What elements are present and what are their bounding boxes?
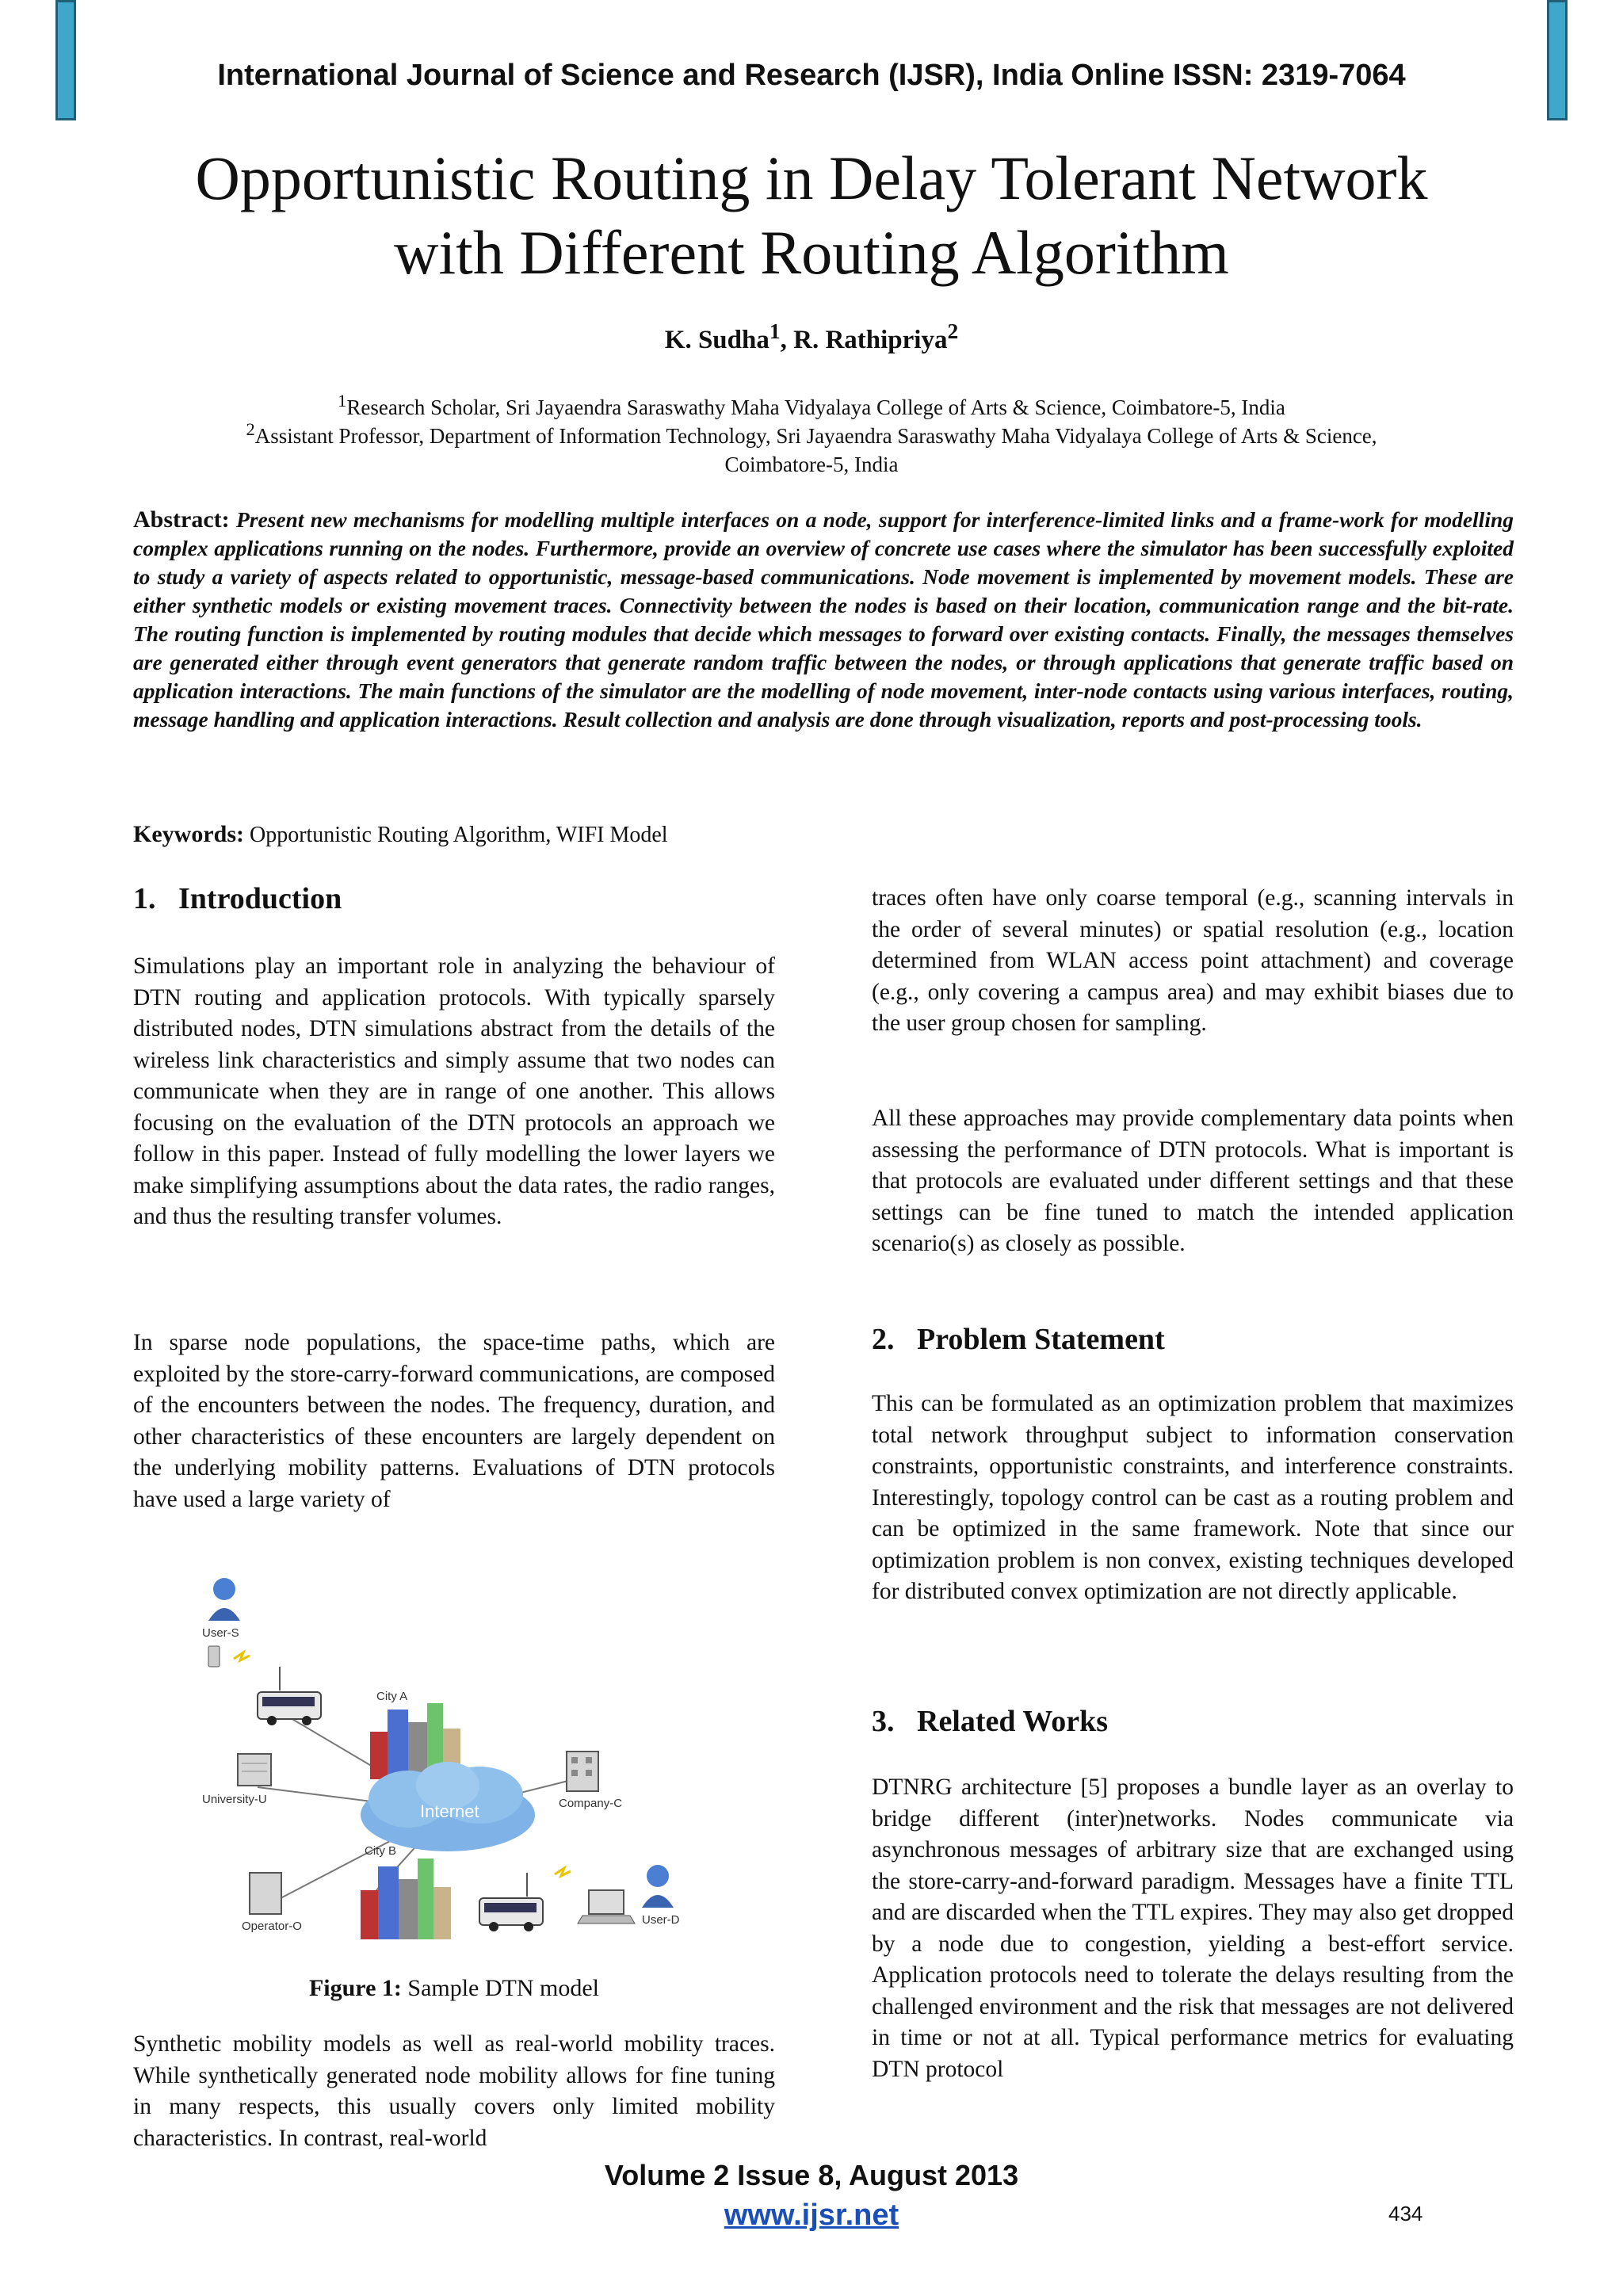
- company-building-icon: [567, 1752, 598, 1791]
- right-paragraph-1: traces often have only coarse temporal (e.g., scanning intervals in the order of several minutes) or spatial resolution (e.g., location determined from WLAN access point attachment) and coverage (e.g., only covering a campus area) and may exhibit biases due to the user group chosen for sampling.: [872, 885, 1514, 1036]
- title-line-1: Opportunistic Routing in Delay Tolerant Network: [195, 143, 1428, 212]
- journal-header: International Journal of Science and Research (IJSR), India Online ISSN: 2319-7064: [217, 59, 1406, 92]
- label-city-a: City A: [376, 1690, 408, 1703]
- intro-paragraph-3: Synthetic mobility models as well as real-world mobility traces. While synthetically generated node mobility allows for fine tuning in many respects, this usually covers only limited mobility characteristics. In contrast, real-world: [133, 2031, 775, 2151]
- bus-icon: [258, 1667, 321, 1725]
- label-university: University-U: [202, 1793, 267, 1806]
- intro-paragraph-2: In sparse node populations, the space-time paths, which are exploited by the store-carry-forward communications, are composed of the encounters between the nodes. The frequency, duration, and other characteristics of these encounters are largely dependent on the underlying mobility patterns. Evaluations of DTN protocols have used a large variety of: [133, 1330, 775, 1512]
- operator-server-icon: [250, 1873, 281, 1914]
- label-internet: Internet: [420, 1801, 479, 1821]
- right-paragraph-2: All these approaches may provide complementary data points when assessing the performance of DTN protocols. What is important is that protocols are evaluated under different settings and that these settings can be fine tuned to match the intended application scenario(s) as closely as possible.: [872, 1106, 1514, 1256]
- keywords-label: Keywords:: [133, 821, 244, 847]
- affiliation-1-sup: 1: [338, 391, 347, 411]
- bus-icon-2: [479, 1873, 543, 1931]
- label-user-s: User-S: [202, 1626, 239, 1640]
- city-b-buildings-icon: [361, 1859, 451, 1939]
- section-heading-introduction: 1. Introduction: [133, 882, 342, 915]
- affiliation-2-text: Assistant Professor, Department of Information Technology, Sri Jayaendra Saraswathy Maha Vidyalaya College of Arts & Science,: [254, 424, 1377, 448]
- footer-url-link[interactable]: www.ijsr.net: [724, 2199, 899, 2232]
- figure-caption-label: Figure 1:: [308, 1975, 402, 2001]
- phone-icon: [208, 1646, 220, 1667]
- label-city-b: City B: [365, 1844, 397, 1858]
- wireless-signal-icon-2: [555, 1868, 571, 1876]
- related-paragraph-1: DTNRG architecture [5] proposes a bundle layer as an overlay to bridge different (inter)networks. Nodes communicate via asynchronous messages of arbitrary size that are exchanged using the store-carry-and-forward paradigm. Messages have a finite TTL and are discarded when the TTL expires. They may also get dropped by a node due to congestion, yielding a best-effort service. Application protocols need to tolerate the delays resulting from the challenged environment and the risk that messages are not delivered in time or not at all. Typical performance metrics for evaluating DTN protocol: [872, 1775, 1514, 2082]
- author-separator: ,: [780, 326, 794, 354]
- keywords-text: Opportunistic Routing Algorithm, WIFI Model: [249, 823, 668, 847]
- laptop-icon: [578, 1890, 635, 1924]
- intro-paragraph-1: Simulations play an important role in analyzing the behaviour of DTN routing and application protocols. With typically sparsely distributed nodes, DTN simulations abstract from the details of the wireless link characteristics and simply assume that two nodes can communicate when they are in range of one another. This allows focusing on the evaluation of the DTN protocols an approach we follow in this paper. Instead of fully modelling the lower layers we make simplifying assumptions about the data rates, the radio ranges, and thus the resulting transfer volumes.: [133, 953, 775, 1229]
- affiliation-2-text-cont: Coimbatore-5, India: [724, 453, 899, 476]
- author-2: R. Rathipriya: [793, 326, 948, 354]
- section-heading-problem-statement: 2. Problem Statement: [872, 1323, 1165, 1356]
- footer-volume: Volume 2 Issue 8, August 2013: [604, 2159, 1019, 2191]
- university-server-icon: [238, 1754, 271, 1786]
- author-1: K. Sudha: [664, 326, 769, 354]
- label-operator: Operator-O: [242, 1920, 302, 1933]
- figure-caption: [133, 1975, 775, 2002]
- author-2-sup: 2: [947, 319, 959, 343]
- figure-dtn-model: [194, 1573, 733, 1969]
- abstract-text: Present new mechanisms for modelling multiple interfaces on a node, support for interference-limited links and a frame-work for modelling complex applications running on the nodes. Furthermore, provide an overview of concrete use cases where the simulator has been successfully exploited to study a variety of aspects related to opportunistic, message-based communications. Node movement is implemented by movement models. These are either synthetic models or existing movement traces. Connectivity between the nodes is based on their location, communication range and the bit-rate. The routing function is implemented by routing modules that decide which messages to forward over existing contacts. Finally, the messages themselves are generated either through event generators that generate random traffic between the nodes, or through applications that generate traffic based on application interactions. The main functions of the simulator are the modelling of node movement, inter-node contacts using various interfaces, routing, message handling and application interactions. Result collection and analysis are done through visualization, reports and post-processing tools.: [133, 507, 1514, 732]
- figure-caption-text: Sample DTN model: [401, 1975, 600, 2001]
- problem-paragraph-1: This can be formulated as an optimization problem that maximizes total network throughput subject to information conservation constraints, opportunistic constraints, and interference constraints. Interestingly, topology control can be cast as a routing problem and can be optimized in the same framework. Note that since our optimization problem is non convex, existing techniques developed for distributed convex optimization are not directly applicable.: [872, 1391, 1514, 1604]
- wireless-signal-icon: [234, 1652, 250, 1660]
- label-user-d: User-D: [642, 1913, 680, 1927]
- label-company: Company-C: [559, 1797, 623, 1810]
- user-s-icon: [208, 1578, 240, 1621]
- affiliation-2-sup: 2: [246, 419, 255, 439]
- section-heading-related-works: 3. Related Works: [872, 1705, 1109, 1738]
- author-1-sup: 1: [769, 319, 781, 343]
- abstract-label: Abstract:: [133, 506, 230, 533]
- affiliation-1-text: Research Scholar, Sri Jayaendra Saraswathy Maha Vidyalaya College of Arts & Science, Coimbatore-5, India: [346, 395, 1285, 419]
- title-line-2: with Different Routing Algorithm: [394, 218, 1229, 287]
- user-d-icon: [642, 1865, 674, 1908]
- right-column: [872, 0, 1514, 2296]
- page-number: 434: [1388, 2202, 1423, 2225]
